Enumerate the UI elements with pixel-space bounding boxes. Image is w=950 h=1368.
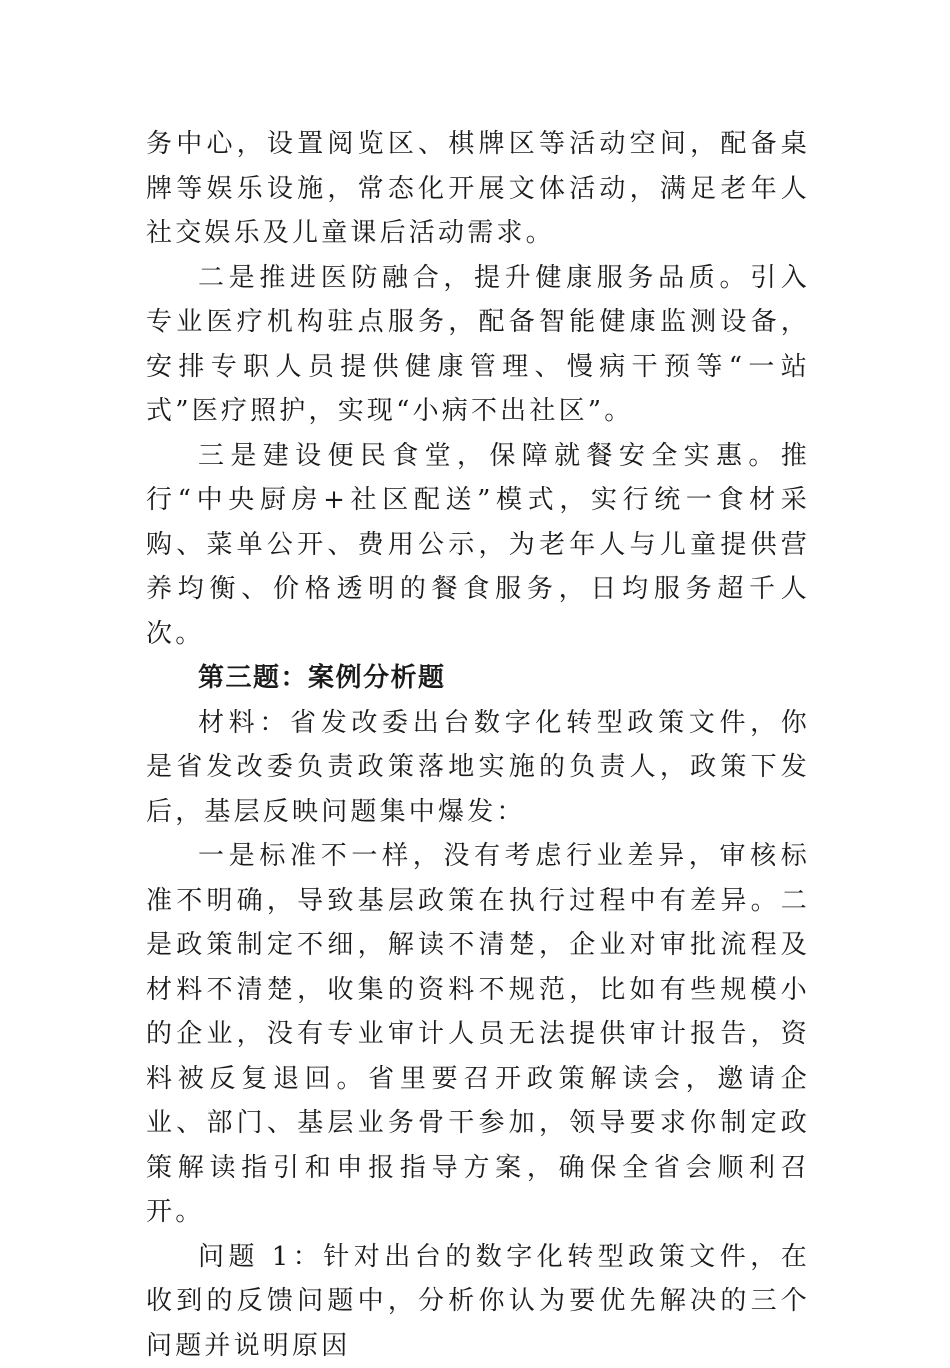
paragraph-material: 材料：省发改委出台数字化转型政策文件，你是省发改委负责政策落地实施的负责人，政策下发后，基层反映问题集中爆发： — [146, 701, 810, 835]
paragraph-medical-integration: 二是推进医防融合，提升健康服务品质。引入专业医疗机构驻点服务，配备智能健康监测设备，安排专职人员提供健康管理、慢病干预等“一站式”医疗照护，实现“小病不出社区”。 — [146, 256, 810, 434]
paragraph-community-activity: 务中心，设置阅览区、棋牌区等活动空间，配备桌牌等娱乐设施，常态化开展文体活动，满足老年人社交娱乐及儿童课后活动需求。 — [146, 122, 810, 256]
paragraph-problems: 一是标准不一样，没有考虑行业差异，审核标准不明确，导致基层政策在执行过程中有差异。二是政策制定不细，解读不清楚，企业对审批流程及材料不清楚，收集的资料不规范，比如有些规模小的企业，没有专业审计人员无法提供审计报告，资料被反复退回。省里要召开政策解读会，邀请企业、部门、基层业务骨干参加，领导要求你制定政策解读指引和申报指导方案，确保全省会顺利召开。 — [146, 834, 810, 1235]
document-body — [146, 122, 810, 1368]
paragraph-question-1: 问题 1：针对出台的数字化转型政策文件，在收到的反馈问题中，分析你认为要优先解决的三个问题并说明原因 — [146, 1235, 810, 1368]
section-heading: 第三题：案例分析题 — [146, 656, 810, 701]
paragraph-canteen: 三是建设便民食堂，保障就餐安全实惠。推行“中央厨房+社区配送”模式，实行统一食材采购、菜单公开、费用公示，为老年人与儿童提供营养均衡、价格透明的餐食服务，日均服务超千人次。 — [146, 434, 810, 657]
